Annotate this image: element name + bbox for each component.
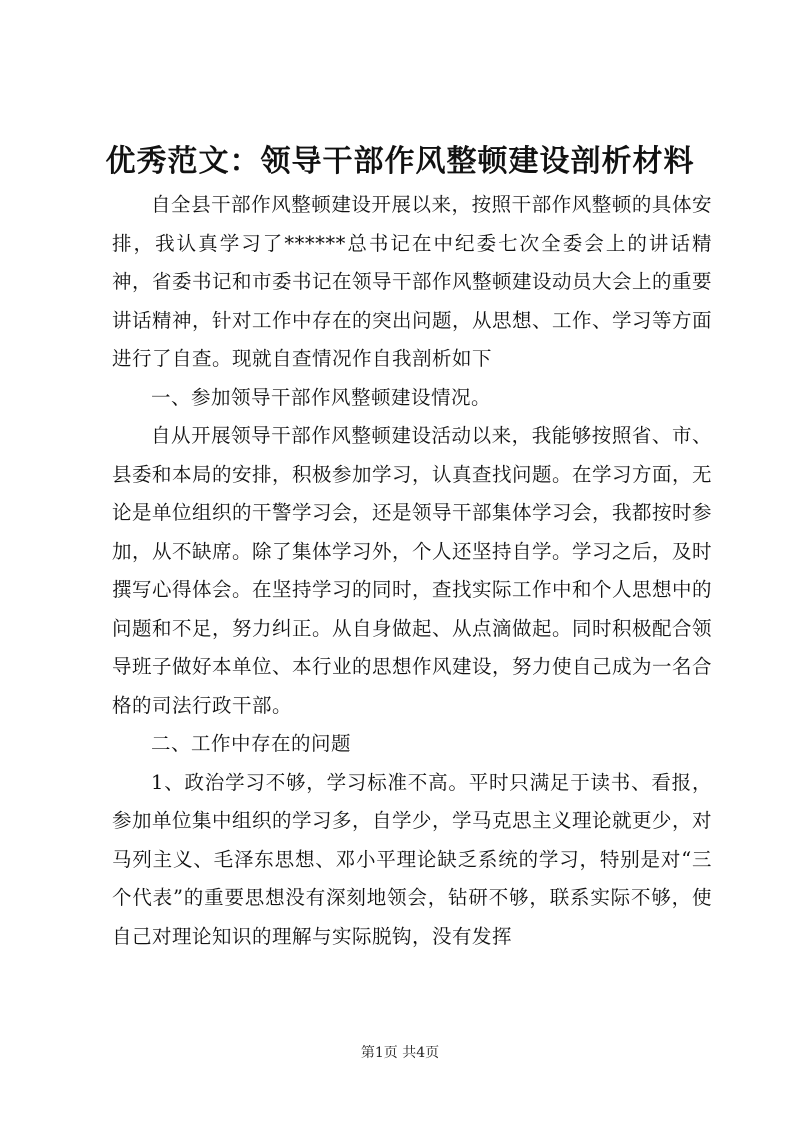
item-one-paragraph: 1、政治学习不够，学习标准不高。平时只满足于读书、看报，参加单位集中组织的学习多，自学少，学马克思主义理论就更少，对马列主义、毛泽东思想、邓小平理论缺乏系统的学习，特别是对“三个代表”的重要思想没有深刻地领会，钻研不够，联系实际不够，使自己对理论知识的理解与实际脱钩，没有发挥: [112, 770, 713, 948]
section-heading-one: 一、参加领导干部作风整顿建设情况。: [151, 385, 492, 409]
section-heading-two: 二、工作中存在的问题: [151, 732, 352, 755]
document-body: [112, 186, 712, 956]
section-one-paragraph: 自从开展领导干部作风整顿建设活动以来，我能够按照省、市、县委和本局的安排，积极参加学习，认真查找问题。在学习方面，无论是单位组织的干警学习会，还是领导干部集体学习会，我都按时参加，从不缺席。除了集体学习外，个人还坚持自学。学习之后，及时撰写心得体会。在坚持学习的同时，查找实际工作中和个人思想中的问题和不足，努力纠正。从自身做起、从点滴做起。同时积极配合领导班子做好本单位、本行业的思想作风建设，努力使自己成为一名合格的司法行政干部。: [112, 424, 713, 717]
document-title: 优秀范文：领导干部作风整顿建设剖析材料: [105, 144, 695, 179]
page-number-footer: 第1页 共4页: [360, 1045, 440, 1061]
intro-paragraph: 自全县干部作风整顿建设开展以来，按照干部作风整顿的具体安排，我认真学习了******总书记在中纪委七次全委会上的讲话精神，省委书记和市委书记在领导干部作风整顿建设动员大会上的重要讲话精神，针对工作中存在的突出问题，从思想、工作、学习等方面进行了自查。现就自查情况作自我剖析如下: [112, 193, 713, 370]
